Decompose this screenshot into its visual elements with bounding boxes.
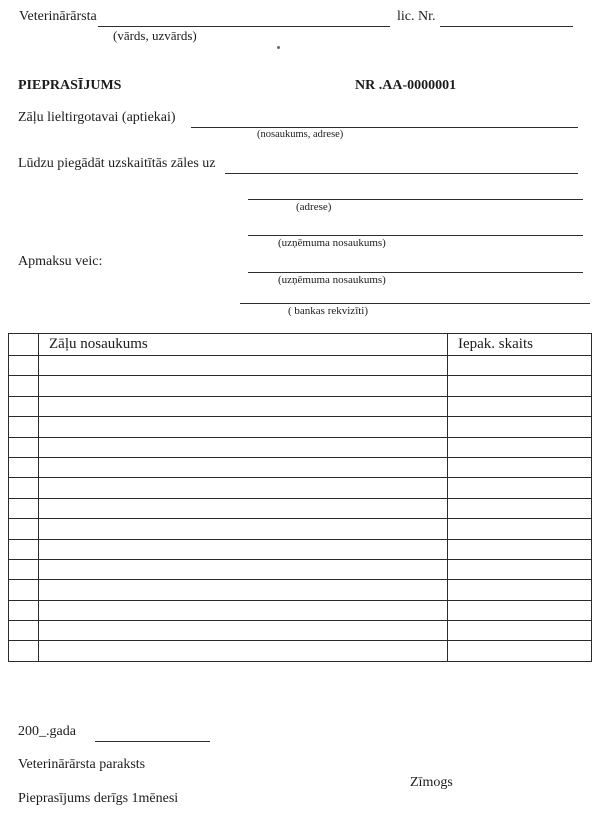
table-cell [448, 437, 592, 457]
table-cell [39, 621, 448, 641]
table-cell [448, 519, 592, 539]
table-cell [39, 356, 448, 376]
table-row [9, 621, 592, 641]
table-cell [39, 519, 448, 539]
wholesaler-blank [191, 109, 578, 128]
table-cell [448, 539, 592, 559]
table-row [9, 356, 592, 376]
table-cell [9, 498, 39, 518]
table-row [9, 580, 592, 600]
scan-artifact-dot [277, 46, 280, 49]
recipient-company-blank [248, 217, 583, 236]
table-cell [39, 417, 448, 437]
table-cell [9, 539, 39, 559]
table-row [9, 539, 592, 559]
medicines-table-body [9, 356, 592, 662]
table-cell [9, 417, 39, 437]
table-cell [39, 580, 448, 600]
table-cell [448, 396, 592, 416]
date-blank [95, 723, 210, 742]
table-cell [9, 641, 39, 661]
form-title: PIEPRASĪJUMS [18, 78, 122, 93]
table-cell [9, 478, 39, 498]
table-row [9, 559, 592, 579]
table-cell [39, 559, 448, 579]
table-cell [448, 580, 592, 600]
table-row [9, 417, 592, 437]
table-cell [9, 600, 39, 620]
table-row [9, 519, 592, 539]
wholesaler-caption: (nosaukums, adrese) [257, 129, 344, 140]
table-cell [39, 600, 448, 620]
table-cell [9, 437, 39, 457]
table-cell [9, 356, 39, 376]
table-cell [448, 641, 592, 661]
stamp-label: Zīmogs [410, 775, 453, 790]
table-row [9, 396, 592, 416]
table-header-row [9, 334, 592, 356]
table-row [9, 437, 592, 457]
wholesaler-label: Zāļu lieltirgotavai (aptiekai) [18, 110, 176, 125]
table-cell [448, 600, 592, 620]
table-cell [448, 559, 592, 579]
licence-number-label: lic. Nr. [397, 9, 436, 24]
vet-name-label: Veterinārārsta [19, 9, 97, 24]
payer-company-blank [248, 254, 583, 273]
signature-label: Veterinārārsta paraksts [18, 757, 146, 772]
table-cell [448, 478, 592, 498]
bank-caption: ( bankas rekvizīti) [288, 305, 369, 317]
table-cell [9, 376, 39, 396]
table-cell [448, 621, 592, 641]
vet-name-blank [98, 8, 390, 27]
table-row [9, 457, 592, 477]
deliver-label: Lūdzu piegādāt uzskaitītās zāles uz [18, 156, 216, 171]
table-cell [9, 559, 39, 579]
medicines-table [8, 333, 592, 662]
table-header-row-number [9, 334, 39, 356]
table-cell [39, 498, 448, 518]
table-cell [39, 457, 448, 477]
vet-name-caption: (vārds, uzvārds) [113, 28, 197, 43]
validity-label: Pieprasījums derīgs 1mēnesi [18, 791, 179, 806]
form-number: NR .AA-0000001 [355, 78, 457, 93]
table-header-package-count: Iepak. skaits [448, 334, 592, 356]
company-caption-2: (uzņēmuma nosaukums) [278, 274, 386, 286]
licence-number-blank [440, 8, 573, 27]
table-cell [9, 580, 39, 600]
address-caption: (adrese) [296, 201, 332, 213]
table-cell [448, 417, 592, 437]
deliver-blank-2 [248, 181, 583, 200]
table-cell [9, 457, 39, 477]
table-header-medicine-name: Zāļu nosaukums [39, 334, 448, 356]
table-row [9, 498, 592, 518]
table-cell [448, 356, 592, 376]
payer-label: Apmaksu veic: [18, 254, 103, 269]
table-cell [448, 457, 592, 477]
table-row [9, 600, 592, 620]
table-cell [448, 498, 592, 518]
table-row [9, 478, 592, 498]
table-cell [9, 396, 39, 416]
table-cell [39, 641, 448, 661]
table-cell [9, 621, 39, 641]
table-cell [39, 437, 448, 457]
company-caption-1: (uzņēmuma nosaukums) [278, 237, 386, 249]
table-cell [39, 396, 448, 416]
deliver-blank-1 [225, 155, 578, 174]
table-cell [448, 376, 592, 396]
table-row [9, 376, 592, 396]
bank-details-blank [240, 285, 590, 304]
table-cell [39, 478, 448, 498]
date-label: 200_.gada [18, 724, 76, 739]
table-row [9, 641, 592, 661]
table-cell [39, 376, 448, 396]
table-cell [39, 539, 448, 559]
table-cell [9, 519, 39, 539]
